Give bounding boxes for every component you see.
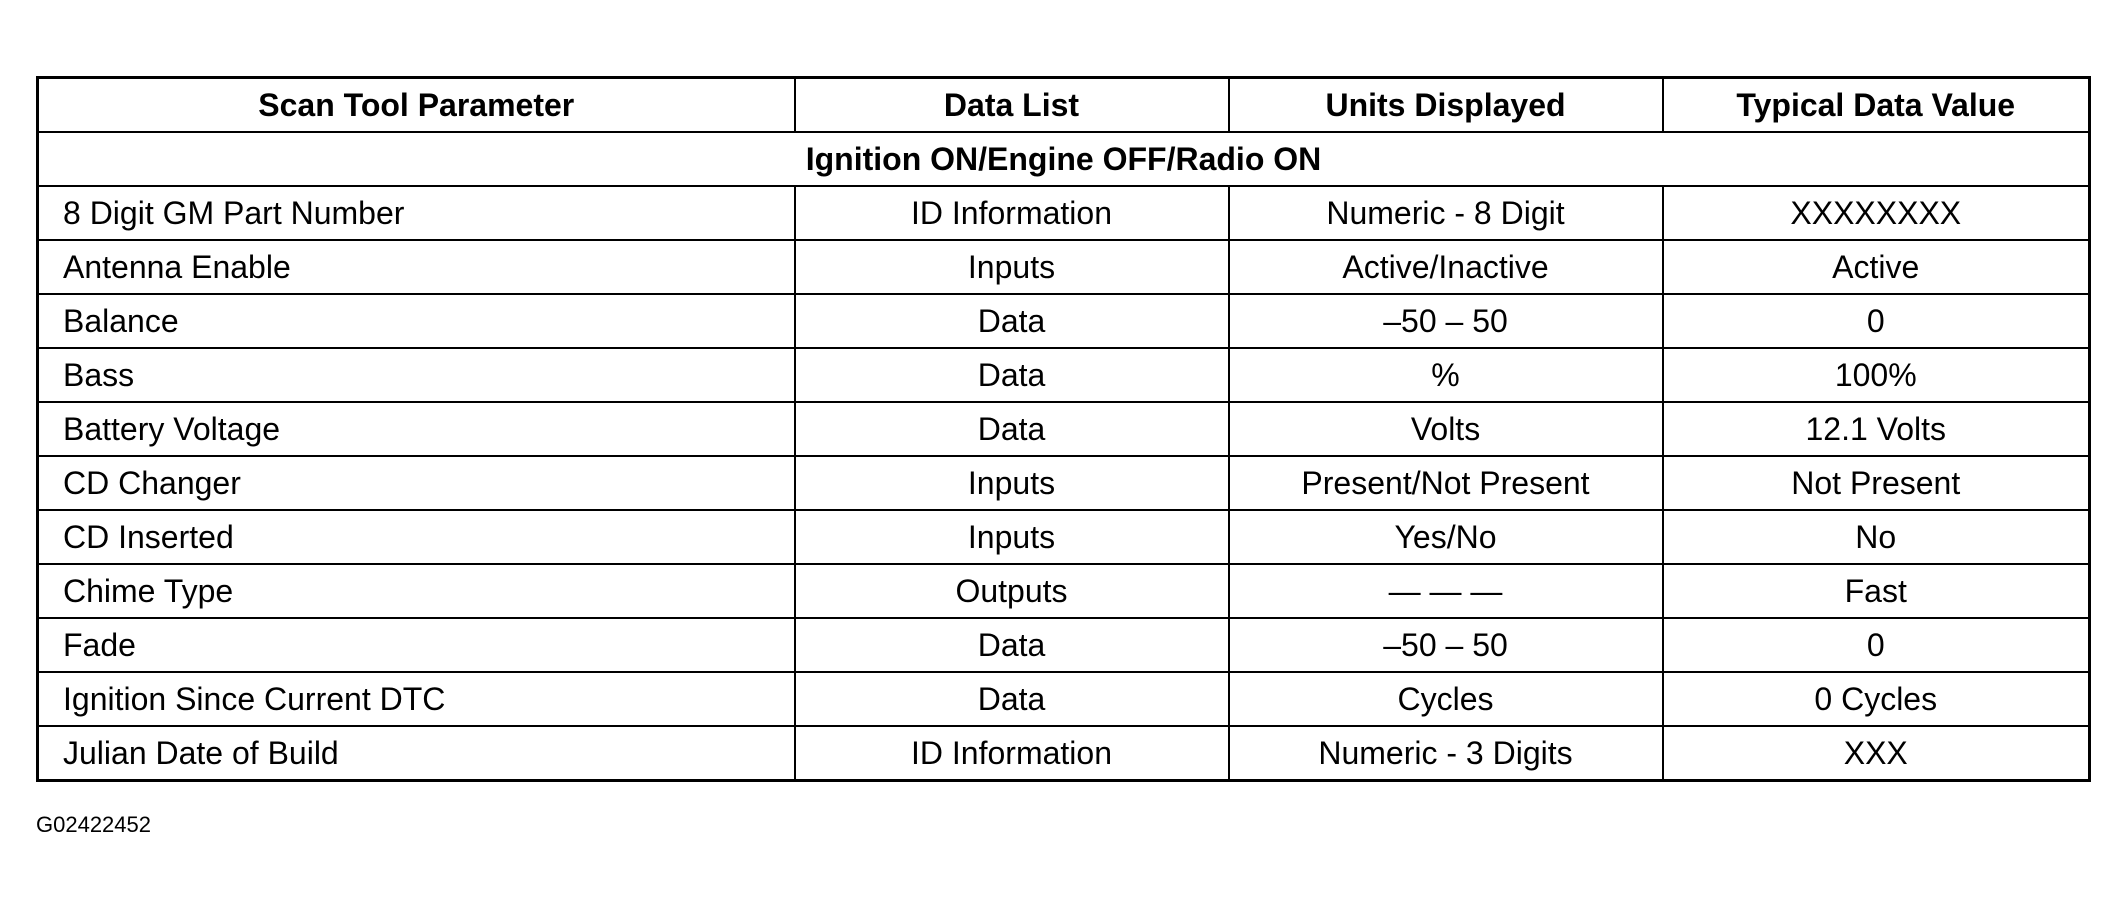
parameter-cell: CD Changer [38, 456, 795, 510]
data-list-cell: Data [795, 348, 1229, 402]
data-list-cell: Outputs [795, 564, 1229, 618]
table-row [38, 726, 2090, 781]
parameter-cell: Julian Date of Build [38, 726, 795, 781]
header-units-displayed: Units Displayed [1229, 78, 1663, 133]
parameter-cell: Fade [38, 618, 795, 672]
typical-value-cell: 100% [1663, 348, 2090, 402]
units-cell: Numeric - 3 Digits [1229, 726, 1663, 781]
typical-value-cell: Not Present [1663, 456, 2090, 510]
table-row [38, 294, 2090, 348]
units-cell: –50 – 50 [1229, 618, 1663, 672]
table-row [38, 672, 2090, 726]
typical-value-cell: Active [1663, 240, 2090, 294]
table-row [38, 510, 2090, 564]
data-list-cell: Data [795, 618, 1229, 672]
data-list-cell: Inputs [795, 240, 1229, 294]
figure-id: G02422452 [36, 812, 151, 837]
scan-tool-data-table [36, 76, 2091, 782]
section-row [38, 132, 2090, 186]
data-list-cell: ID Information [795, 726, 1229, 781]
header-typical-data-value: Typical Data Value [1663, 78, 2090, 133]
units-cell: % [1229, 348, 1663, 402]
table-row [38, 186, 2090, 240]
units-cell: — — — [1229, 564, 1663, 618]
typical-value-cell: 0 Cycles [1663, 672, 2090, 726]
section-title: Ignition ON/Engine OFF/Radio ON [38, 132, 2090, 186]
data-list-cell: Inputs [795, 510, 1229, 564]
typical-value-cell: No [1663, 510, 2090, 564]
header-scan-tool-parameter: Scan Tool Parameter [38, 78, 795, 133]
data-list-cell: Data [795, 672, 1229, 726]
data-list-cell: Inputs [795, 456, 1229, 510]
units-cell: Present/Not Present [1229, 456, 1663, 510]
parameter-cell: Balance [38, 294, 795, 348]
typical-value-cell: Fast [1663, 564, 2090, 618]
parameter-cell: Battery Voltage [38, 402, 795, 456]
typical-value-cell: 0 [1663, 294, 2090, 348]
units-cell: Active/Inactive [1229, 240, 1663, 294]
header-row [38, 78, 2090, 133]
parameter-cell: Bass [38, 348, 795, 402]
units-cell: Numeric - 8 Digit [1229, 186, 1663, 240]
data-list-cell: ID Information [795, 186, 1229, 240]
parameter-cell: Antenna Enable [38, 240, 795, 294]
table-row [38, 402, 2090, 456]
units-cell: –50 – 50 [1229, 294, 1663, 348]
typical-value-cell: 12.1 Volts [1663, 402, 2090, 456]
typical-value-cell: XXXXXXXX [1663, 186, 2090, 240]
parameter-cell: CD Inserted [38, 510, 795, 564]
units-cell: Yes/No [1229, 510, 1663, 564]
table-row [38, 240, 2090, 294]
data-list-cell: Data [795, 402, 1229, 456]
units-cell: Cycles [1229, 672, 1663, 726]
header-data-list: Data List [795, 78, 1229, 133]
data-list-cell: Data [795, 294, 1229, 348]
table-row [38, 456, 2090, 510]
parameter-cell: 8 Digit GM Part Number [38, 186, 795, 240]
parameter-cell: Ignition Since Current DTC [38, 672, 795, 726]
table-row [38, 348, 2090, 402]
table-row [38, 564, 2090, 618]
parameter-cell: Chime Type [38, 564, 795, 618]
table-row [38, 618, 2090, 672]
units-cell: Volts [1229, 402, 1663, 456]
typical-value-cell: XXX [1663, 726, 2090, 781]
typical-value-cell: 0 [1663, 618, 2090, 672]
